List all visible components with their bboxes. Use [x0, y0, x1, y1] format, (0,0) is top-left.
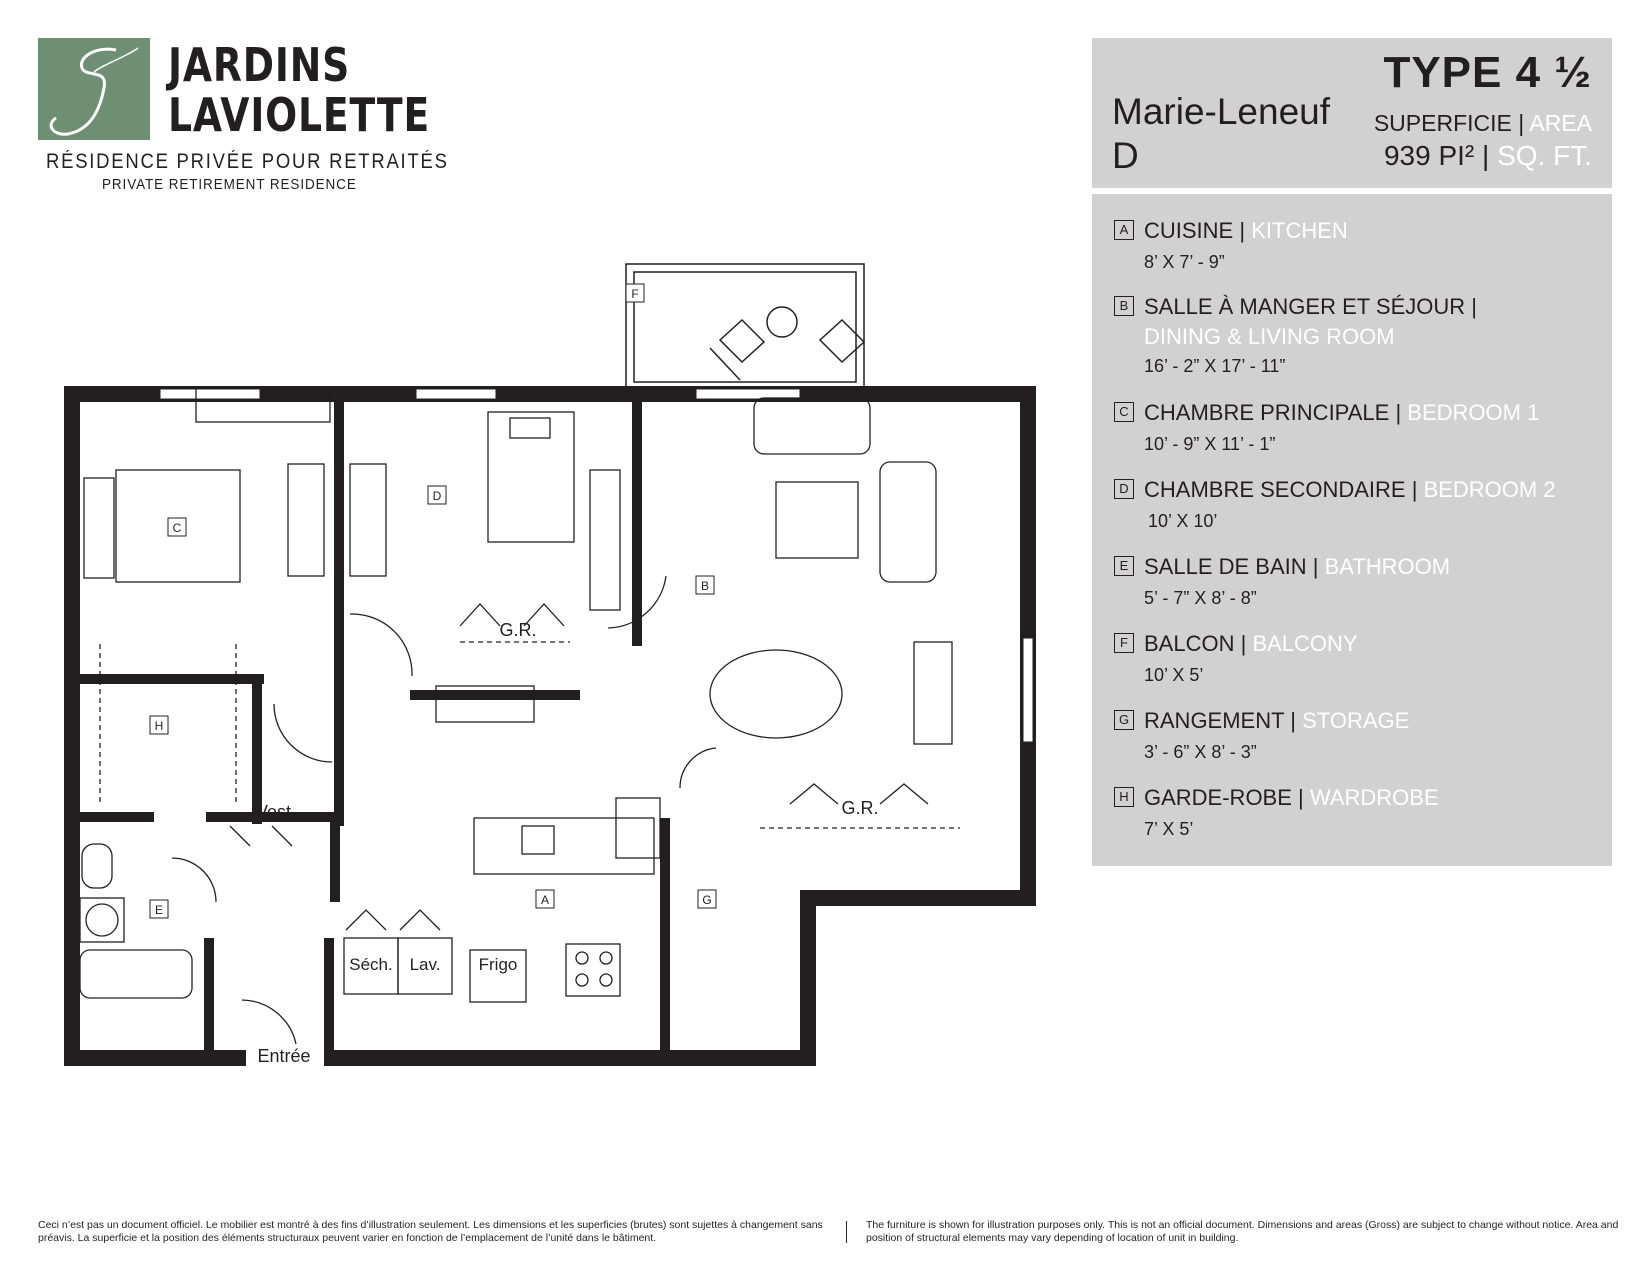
balcony-table: [767, 307, 797, 337]
plan-label-e: [150, 900, 168, 918]
logo-j-icon: [38, 38, 150, 140]
room-key: G: [1114, 710, 1134, 730]
room-dimensions: 3’ - 6” X 8’ - 3”: [1144, 742, 1257, 762]
logo-title-line2: LAVIOLETTE: [168, 88, 431, 142]
room-key: D: [1114, 479, 1134, 499]
area-label-fr: SUPERFICIE: [1373, 110, 1512, 136]
room-name-fr: GARDE-ROBE: [1144, 785, 1292, 810]
room-separator: |: [1290, 708, 1297, 733]
vestibule-label: Vest.: [255, 802, 297, 822]
burner: [600, 974, 612, 986]
stove-icon: [566, 944, 620, 996]
room-name: [1144, 400, 1539, 426]
room-name-fr: CUISINE: [1144, 218, 1234, 243]
room-key: F: [1114, 633, 1134, 653]
dresser: [350, 464, 386, 576]
door-swing: [350, 614, 412, 676]
entrance-label: Entrée: [257, 1046, 311, 1066]
room-separator: |: [1411, 477, 1418, 502]
room-name-en: WARDROBE: [1309, 785, 1439, 810]
unit-type: TYPE 4 ½: [1383, 48, 1592, 97]
plan-label-c: [168, 518, 186, 536]
room-name-fr: SALLE DE BAIN: [1144, 554, 1307, 579]
wall-left: [64, 386, 80, 1066]
area-separator: |: [1518, 110, 1525, 136]
room-dimensions: 16’ - 2” X 17’ - 11”: [1144, 356, 1286, 376]
room-name-fr: CHAMBRE SECONDAIRE: [1144, 477, 1406, 502]
burner: [576, 974, 588, 986]
disclaimer-en: The furniture is shown for illustration purposes only. This is not an official document. Dimensions and areas (Gross) are subject to change without notice. Area and position of structural elements may vary depending of location of unit in building.: [866, 1219, 1619, 1244]
room-dimensions: 10’ X 10’: [1148, 511, 1218, 531]
logo-title-line1: JARDINS: [168, 38, 351, 92]
room-key: A: [1114, 220, 1134, 240]
area-unit-en: SQ. FT.: [1497, 140, 1592, 171]
logo-subtitle-fr: RÉSIDENCE PRIVÉE POUR RETRAITÉS: [46, 150, 449, 173]
room-separator: |: [1240, 631, 1247, 656]
plan-label-d: [428, 486, 446, 504]
room-name-en: BATHROOM: [1324, 554, 1451, 579]
sideboard: [914, 642, 952, 744]
room-name-en: DINING & LIVING ROOM: [1144, 324, 1395, 349]
room-name-fr: CHAMBRE PRINCIPALE: [1144, 400, 1390, 425]
tv-unit: [590, 470, 620, 610]
plan-label-h-text: H: [154, 719, 164, 733]
wall-interior: [632, 386, 642, 646]
room-name: [1144, 708, 1409, 734]
basin-icon: [86, 904, 118, 936]
window: [1023, 638, 1033, 742]
room-separator: |: [1312, 554, 1319, 579]
fridge-label: Frigo: [478, 955, 518, 974]
room-name-en: BALCONY: [1252, 631, 1358, 656]
room-name-en: BEDROOM 1: [1407, 400, 1540, 425]
plan-label-a-text: A: [540, 893, 550, 907]
wall-interior: [64, 674, 264, 684]
room-name-fr: BALCON: [1144, 631, 1235, 656]
wall-right-bottom: [800, 890, 1036, 906]
balcony-outline: [626, 264, 864, 388]
room-name: [1144, 477, 1556, 503]
area-label: [1374, 110, 1592, 137]
room-dimensions: 10’ - 9” X 11’ - 1”: [1144, 434, 1276, 454]
room-name-fr: SALLE À MANGER ET SÉJOUR: [1144, 294, 1466, 319]
wall-bottom-left: [64, 1050, 246, 1066]
dining-table: [710, 650, 842, 738]
logo-mark: [38, 38, 150, 140]
burner: [600, 952, 612, 964]
wall-interior: [64, 812, 154, 822]
window: [160, 389, 260, 399]
room-separator: |: [1239, 218, 1246, 243]
room-name-fr: RANGEMENT: [1144, 708, 1285, 733]
pillow: [510, 418, 550, 438]
room-separator: |: [1395, 400, 1402, 425]
room-dimensions: 8’ X 7’ - 9”: [1144, 252, 1225, 272]
room-dimensions: 7’ X 5’: [1144, 819, 1194, 839]
plan-label-g-text: G: [702, 893, 712, 907]
unit-title-panel: [1092, 38, 1612, 188]
plan-label-f: [626, 284, 644, 302]
balcony-chair: [710, 320, 764, 380]
plan-label-b-text: B: [700, 579, 710, 593]
kitchen-counter: [474, 818, 654, 874]
wall-interior: [204, 938, 214, 1058]
coffee-table: [776, 482, 858, 558]
laundry-doors: [346, 910, 440, 930]
balcony-chair: [820, 320, 864, 362]
room-name: [1144, 631, 1358, 657]
wall-bottom-right: [324, 1050, 816, 1066]
room-key: C: [1114, 402, 1134, 422]
room-dimensions: 5’ - 7” X 8’ - 8”: [1144, 588, 1257, 608]
balcony-inner: [634, 272, 856, 382]
room-name: [1144, 294, 1477, 320]
room-name-en: KITCHEN: [1251, 218, 1348, 243]
plan-label-e-text: E: [154, 903, 164, 917]
logo: [38, 38, 449, 198]
footer-divider: [846, 1221, 847, 1243]
plan-label-d-text: D: [432, 489, 442, 503]
sofa: [754, 398, 870, 454]
unit-name-line1: Marie-Leneuf: [1112, 91, 1331, 132]
disclaimer-fr: Ceci n’est pas un document officiel. Le mobilier est montré à des fins d’illustration seulement. Les dimensions et les superficies (brutes) sont sujettes à changement sans préavis. La superficie et la position des éléments structuraux peuvent varier en fonction de l’emplacement de l’unité dans le bâtiment.: [38, 1219, 823, 1244]
area-value-row: [1384, 140, 1592, 172]
unit-name-line2: D: [1112, 135, 1139, 176]
wall-interior: [330, 812, 340, 902]
sink-icon: [522, 826, 554, 854]
door-swing: [172, 858, 216, 902]
room-name: [1144, 785, 1439, 811]
closet-doors: [230, 826, 292, 846]
room-name: [1144, 554, 1450, 580]
window: [416, 389, 496, 399]
room-dimensions: 10’ X 5’: [1144, 665, 1204, 685]
wall-interior: [660, 818, 670, 1058]
walls: [64, 386, 1036, 1066]
room-name-en: STORAGE: [1302, 708, 1410, 733]
plan-label-b: [696, 576, 714, 594]
plan-label-h: [150, 716, 168, 734]
washer-label: Lav.: [409, 955, 441, 974]
room-name-en: BEDROOM 2: [1423, 477, 1556, 502]
unit-name: [1112, 90, 1330, 178]
wall-interior: [334, 386, 344, 826]
dryer-label: Séch.: [349, 955, 393, 974]
wall-interior: [324, 938, 334, 1058]
plan-label-c-text: C: [172, 521, 182, 535]
door-swing: [680, 748, 716, 788]
room-separator: |: [1298, 785, 1304, 810]
floor-plan: [60, 258, 1040, 1078]
rooms-panel: [1092, 194, 1612, 866]
plan-label-g: [698, 890, 716, 908]
room-key: H: [1114, 787, 1134, 807]
plan-label-a: [536, 890, 554, 908]
door-swing: [274, 704, 332, 762]
burner: [576, 952, 588, 964]
area-value-separator: |: [1482, 140, 1490, 171]
room-key: E: [1114, 556, 1134, 576]
toilet-icon: [82, 844, 112, 888]
area-label-en: AREA: [1529, 110, 1592, 136]
room-name: [1144, 218, 1348, 244]
plan-label-f-text: F: [631, 287, 639, 301]
headboard: [84, 478, 114, 578]
room-separator: |: [1471, 294, 1477, 319]
bed-secondary: [488, 412, 574, 542]
dresser: [288, 464, 324, 576]
logo-subtitle-en: PRIVATE RETIREMENT RESIDENCE: [102, 176, 357, 193]
room-key: B: [1114, 296, 1134, 316]
closet-label: G.R.: [841, 798, 879, 818]
closet-label: G.R.: [499, 620, 537, 640]
wall-step: [800, 890, 816, 1066]
area-value: 939 PI²: [1383, 140, 1475, 171]
sofa: [880, 462, 936, 582]
bathtub-icon: [80, 950, 192, 998]
door-swing: [242, 1000, 296, 1044]
